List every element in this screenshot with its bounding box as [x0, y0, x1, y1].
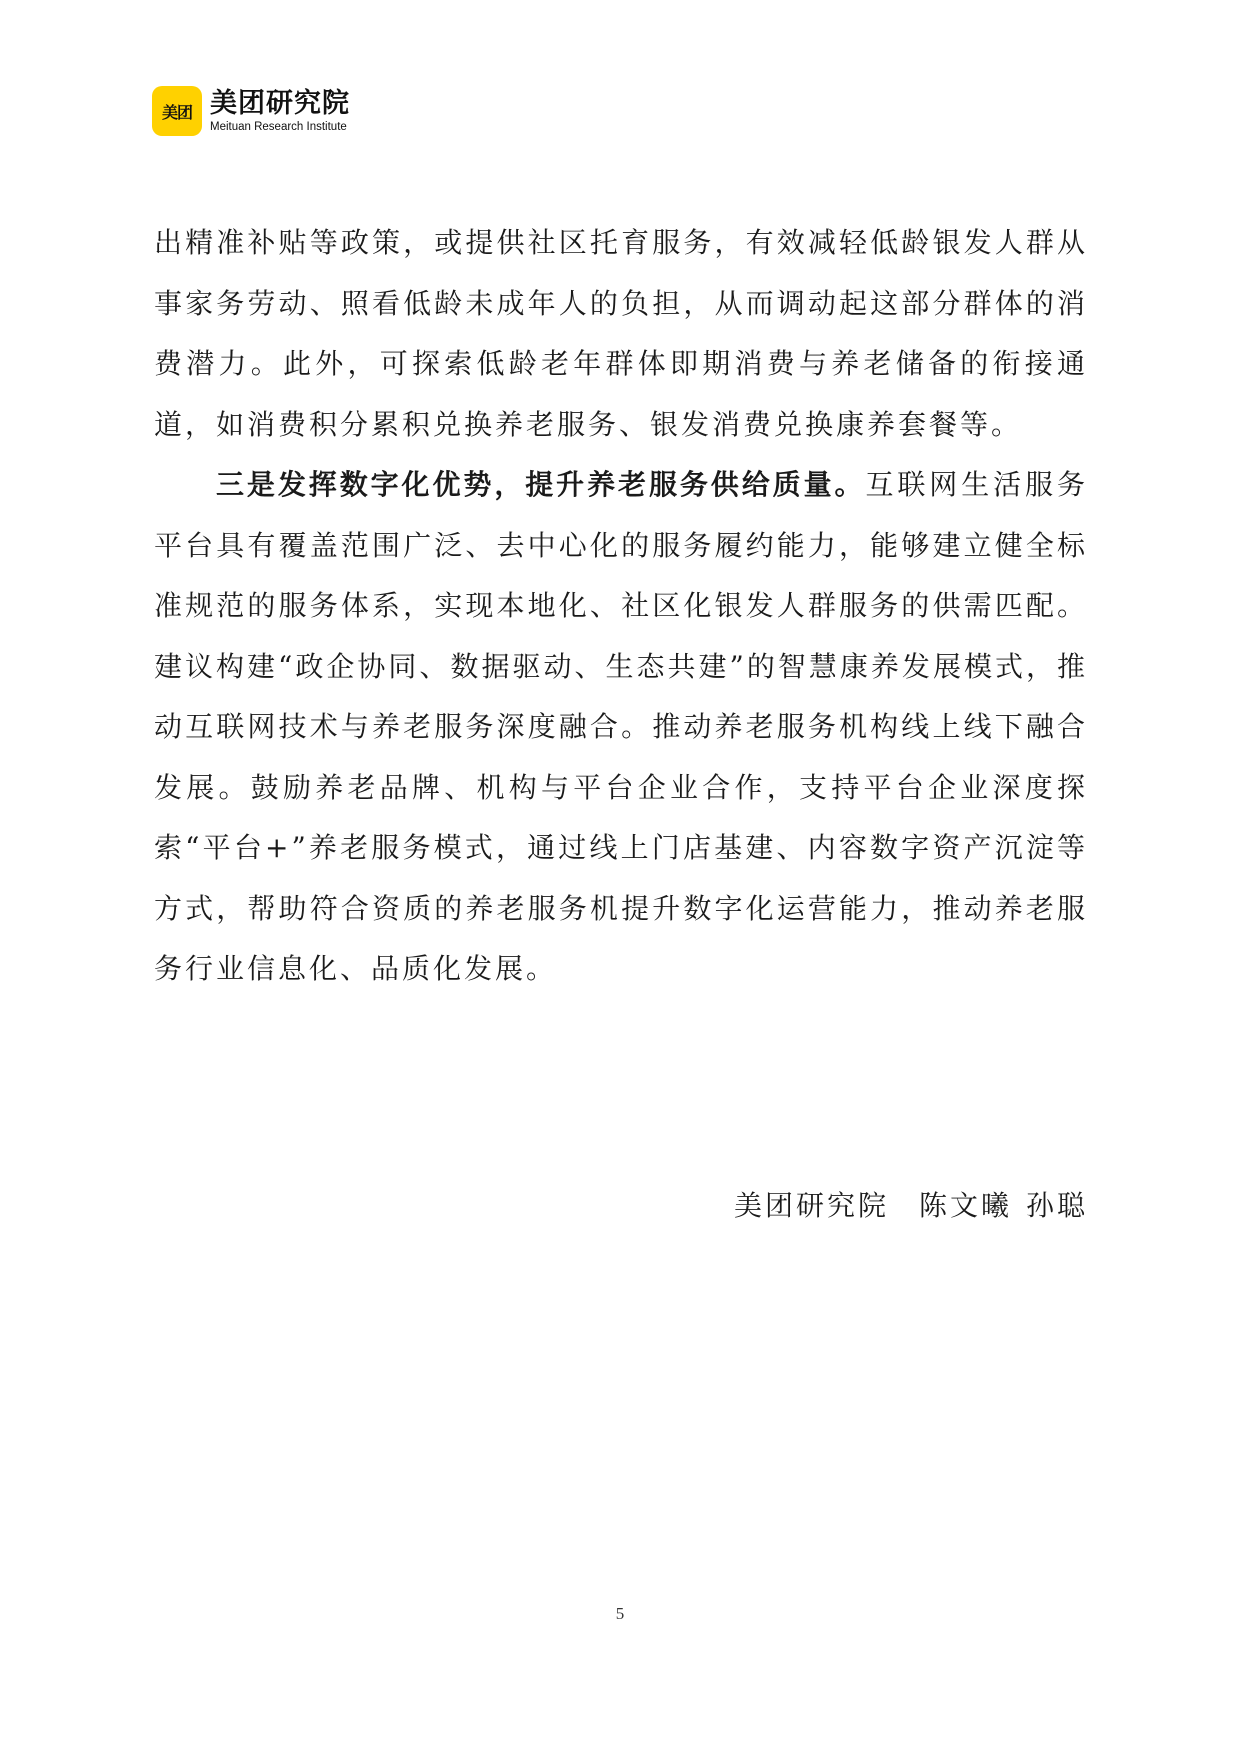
logo-text: [210, 88, 350, 134]
logo-name-cn: 美团研究院: [210, 88, 350, 119]
paragraph-2-text: 互联网生活服务平台具有覆盖范围广泛、去中心化的服务履约能力，能够建立健全标准规范的服务体系，实现本地化、社区化银发人群服务的供需匹配。建议构建“政企协同、数据驱动、生态共建”的智慧康养发展模式，推动互联网技术与养老服务深度融合。推动养老服务机构线上线下融合发展。鼓励养老品牌、机构与平台企业合作，支持平台企业深度探索“平台+”养老服务模式，通过线上门店基建、内容数字资产沉淀等方式，帮助符合资质的养老服务机提升数字化运营能力，推动养老服务行业信息化、品质化发展。: [154, 468, 1088, 985]
paragraph-2: [154, 455, 1088, 1000]
page-number: 5: [615, 1604, 625, 1623]
document-body: [154, 213, 1088, 1000]
signature-organization: 美团研究院: [733, 1189, 889, 1222]
signature: [734, 1186, 1088, 1226]
paragraph-1: 出精准补贴等政策，或提供社区托育服务，有效减轻低龄银发人群从事家务劳动、照看低龄未成年人的负担，从而调动起这部分群体的消费潜力。此外，可探索低龄老年群体即期消费与养老储备的衔接通道，如消费积分累积兑换养老服务、银发消费兑换康养套餐等。: [154, 226, 1088, 441]
meituan-logo: [152, 86, 350, 136]
logo-name-en: Meituan Research Institute: [210, 121, 347, 133]
signature-author-1: 陈文曦: [918, 1189, 1012, 1222]
signature-author-2: 孙聪: [1025, 1189, 1088, 1222]
logo-mark: 美团: [152, 86, 202, 136]
paragraph-2-lead: 三是发挥数字化优势，提升养老服务供给质量。: [216, 468, 866, 501]
